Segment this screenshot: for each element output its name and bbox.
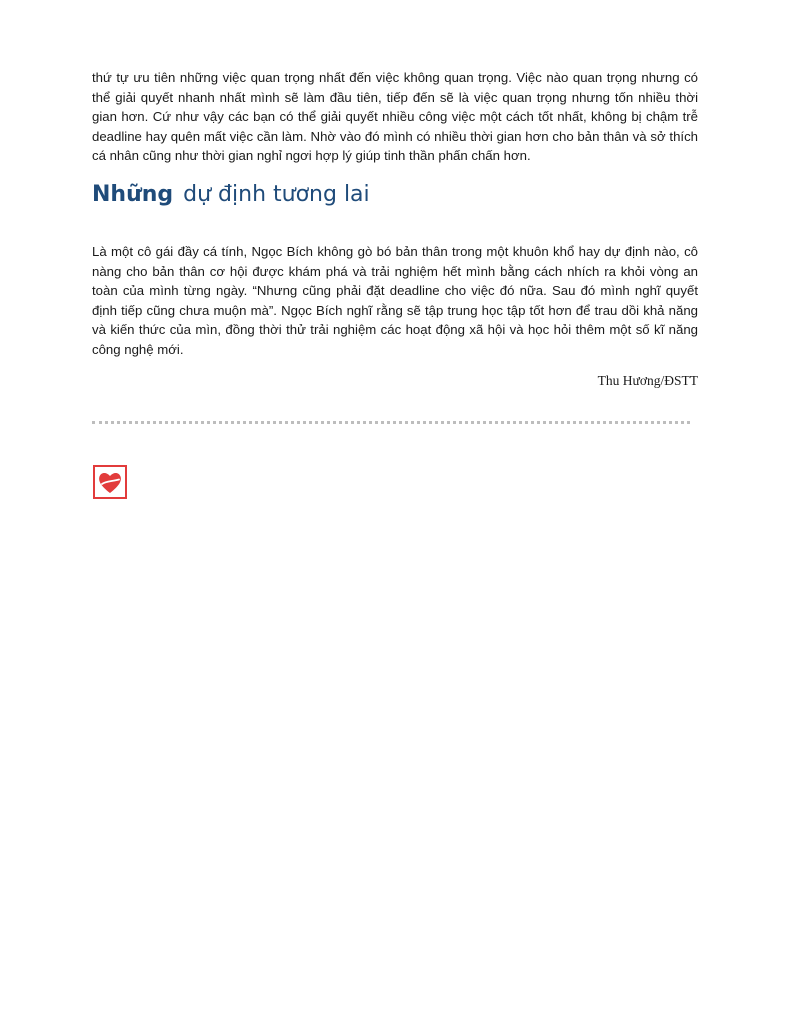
dotted-divider: [92, 421, 690, 424]
heart-logo-icon: [93, 465, 127, 499]
paragraph-future-plans: Là một cô gái đầy cá tính, Ngọc Bích không gò bó bản thân trong một khuôn khổ hay dự định nào, cô nàng cho bản thân cơ hội được khám phá và trải nghiệm hết mình bằng cách nhích ra khỏi vòng an toàn của mình từng ngày. “Nhưng cũng phải đặt deadline cho việc đó nữa. Sau đó mình nghĩ quyết định tiếp cũng chưa muộn mà”. Ngọc Bích nghĩ rằng sẽ tập trung học tập tốt hơn để trau dồi khả năng và kiến thức của mìn, đồng thời thử trải nghiệm các hoạt động xã hội và học hỏi thêm một số kĩ năng công nghệ mới.: [92, 244, 698, 357]
section-heading-rest: dự định tương lai: [183, 182, 370, 207]
paragraph-intro: thứ tự ưu tiên những việc quan trọng nhất đến việc không quan trọng. Việc nào quan trọng nhưng có thể giải quyết nhanh nhất mình sẽ làm đầu tiên, tiếp đến sẽ là việc quan trọng nhưng tốn nhiều thời gian hơn. Cứ như vậy các bạn có thể giải quyết nhiều công việc một cách tốt nhất, không bị chậm trễ deadline hay quên mất việc cần làm. Nhờ vào đó mình có nhiều thời gian hơn cho bản thân và sở thích cá nhân cũng như thời gian nghỉ ngơi hợp lý giúp tinh thần phấn chấn hơn.: [92, 70, 698, 163]
author-credit: Thu Hương/ĐSTT: [597, 373, 698, 388]
section-heading: [92, 180, 370, 210]
section-heading-bold: Những: [92, 182, 174, 207]
heart-logo-graphic: [95, 467, 125, 497]
